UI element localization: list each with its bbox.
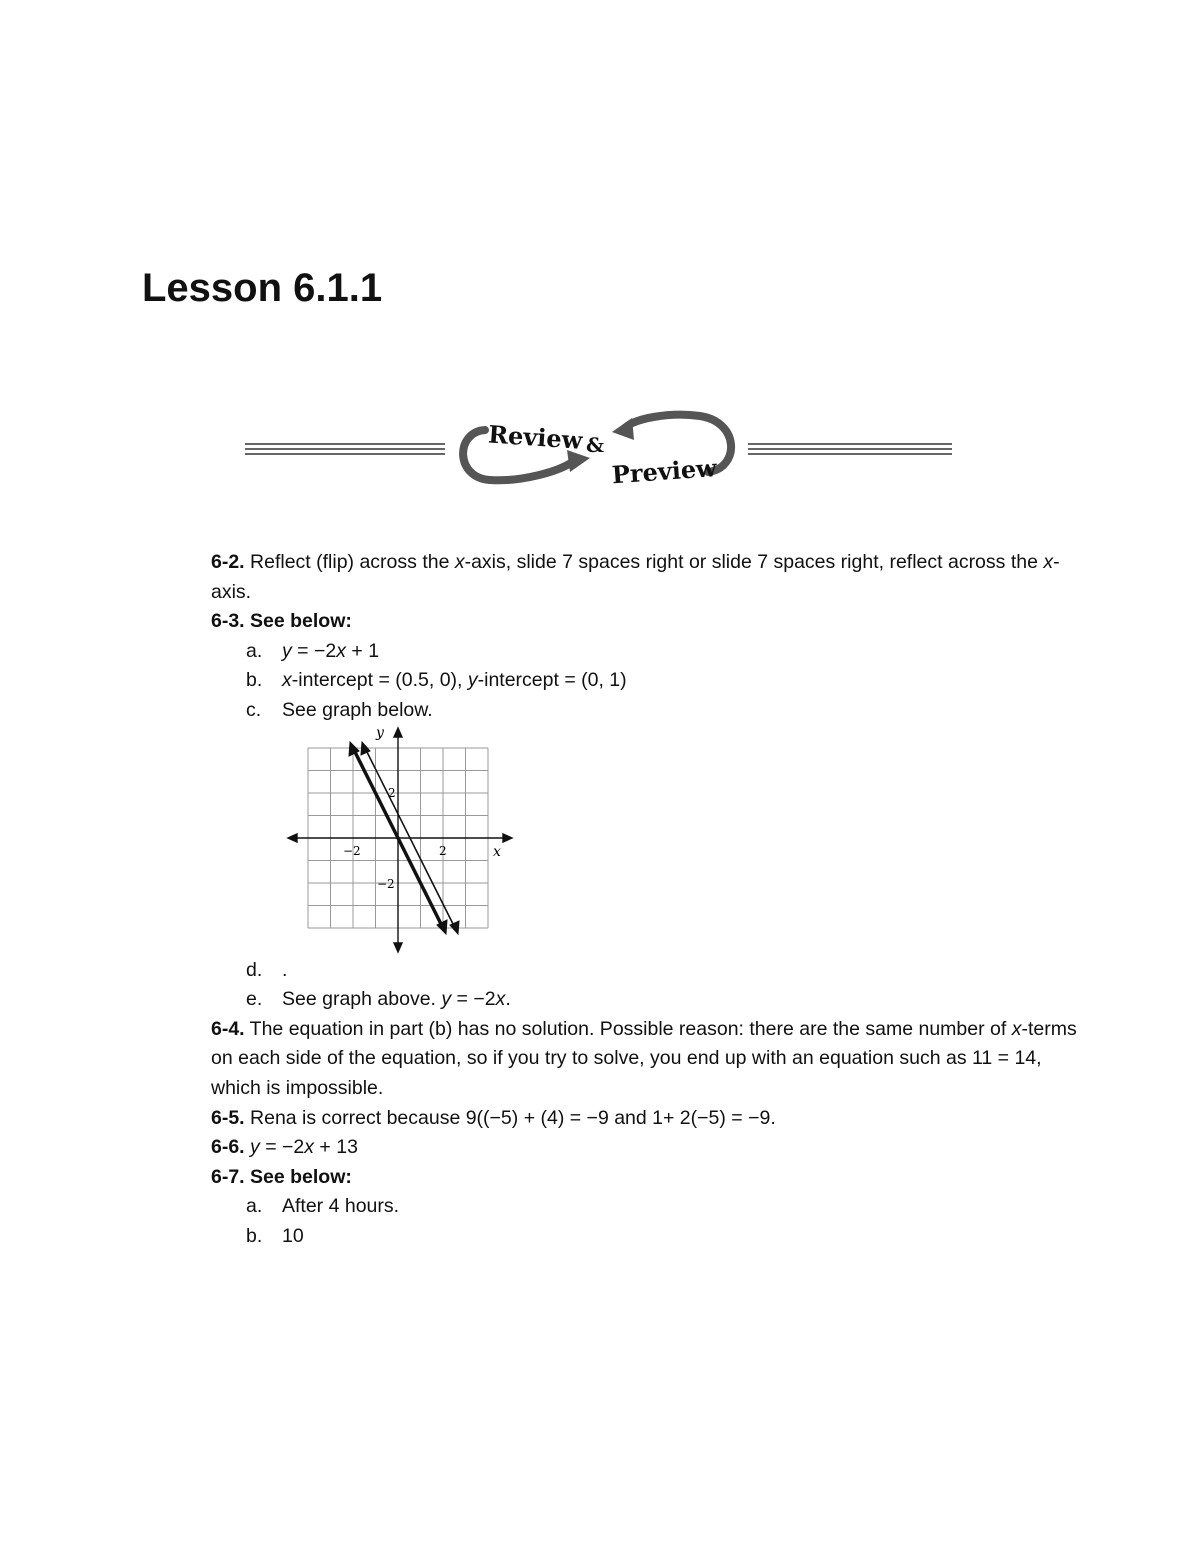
text: -terms on each side of the equation, so if you try to solve, you end up with an equation such as 11 = 14, which is impossible. (211, 1017, 1077, 1099)
text: + 13 (314, 1136, 358, 1159)
var-y: y (250, 1136, 260, 1159)
answer-6-5 (211, 1104, 1091, 1134)
banner-review: Review (487, 419, 584, 455)
review-preview-banner (240, 400, 960, 510)
item-label: b. (246, 1224, 263, 1247)
text: See graph above. (282, 988, 442, 1011)
answer-6-3-e (211, 985, 1091, 1015)
graph-svg (286, 726, 516, 956)
answer-6-2 (211, 548, 1091, 607)
var-y: y (441, 988, 452, 1011)
review-preview-logo (240, 400, 960, 510)
banner-rule-left (245, 444, 445, 454)
answer-6-7-heading (211, 1163, 1091, 1193)
var-y: y (467, 669, 478, 692)
answer-6-3-d (211, 956, 1091, 986)
var-x: x (304, 1136, 314, 1159)
item-label: a. (246, 639, 263, 662)
text: = −2 (259, 1136, 305, 1159)
var-x: x (282, 669, 292, 692)
number-6-3: 6-3. See below: (211, 610, 352, 633)
text: . (282, 958, 288, 981)
line-graph (286, 726, 516, 956)
var-x: x (1043, 551, 1054, 573)
text: -intercept = (0, 1) (477, 669, 627, 692)
number-6-7: 6-7. See below: (211, 1165, 352, 1188)
var-x: x (495, 988, 506, 1011)
text: -axis, slide 7 spaces right or slide 7 spaces right, reflect across the (464, 551, 1044, 573)
text: = −2 (291, 639, 337, 662)
text: The equation in part (b) has no solution. Possible reason: there are the same number of (244, 1017, 1012, 1040)
number-6-6: 6-6. (211, 1136, 245, 1159)
var-y: y (282, 639, 292, 662)
var-x: x (454, 551, 465, 573)
text: 10 (282, 1224, 304, 1247)
text: Reflect (flip) across the (244, 551, 455, 573)
text: After 4 hours. (282, 1195, 400, 1218)
text: = −2 (451, 988, 496, 1011)
axis-label-x: x (493, 843, 501, 860)
item-label: d. (246, 958, 263, 981)
answer-6-4 (211, 1015, 1091, 1104)
answer-6-7-b (211, 1222, 1091, 1252)
banner-preview: Preview (610, 453, 718, 490)
number-6-4: 6-4. (211, 1017, 245, 1040)
banner-rule-right (748, 444, 952, 454)
text: + 1 (345, 639, 380, 662)
item-label: a. (246, 1195, 263, 1218)
answers (211, 548, 1091, 1252)
answer-6-6 (211, 1133, 1091, 1163)
text: -axis. (211, 551, 1060, 603)
banner-amp: & (586, 433, 605, 457)
answer-6-3-a (211, 637, 1091, 667)
answer-6-3-b (211, 666, 1091, 696)
page-title: Lesson 6.1.1 (142, 266, 383, 310)
text: -intercept = (0.5, 0), (291, 669, 468, 692)
text: . (505, 988, 511, 1011)
var-x: x (336, 639, 346, 662)
number-6-5: 6-5. (211, 1106, 245, 1129)
tick-label-x-pos: 2 (439, 843, 447, 858)
answer-6-3-heading (211, 607, 1091, 637)
text: Rena is correct because 9((−5) + (4) = −9 and 1+ 2(−5) = −9. (244, 1106, 776, 1129)
item-label: e. (246, 988, 263, 1011)
text: See graph below. (282, 698, 433, 721)
axis-label-y: y (376, 725, 384, 741)
tick-label-y-neg: −2 (377, 876, 395, 891)
item-label: c. (246, 698, 262, 721)
answer-6-3-c (211, 696, 1091, 726)
number-6-2: 6-2. (211, 551, 245, 573)
item-label: b. (246, 669, 263, 692)
var-x: x (1011, 1017, 1022, 1040)
tick-label-x-neg: −2 (343, 843, 361, 858)
answer-6-7-a (211, 1192, 1091, 1222)
tick-label-y-pos: 2 (388, 785, 396, 800)
